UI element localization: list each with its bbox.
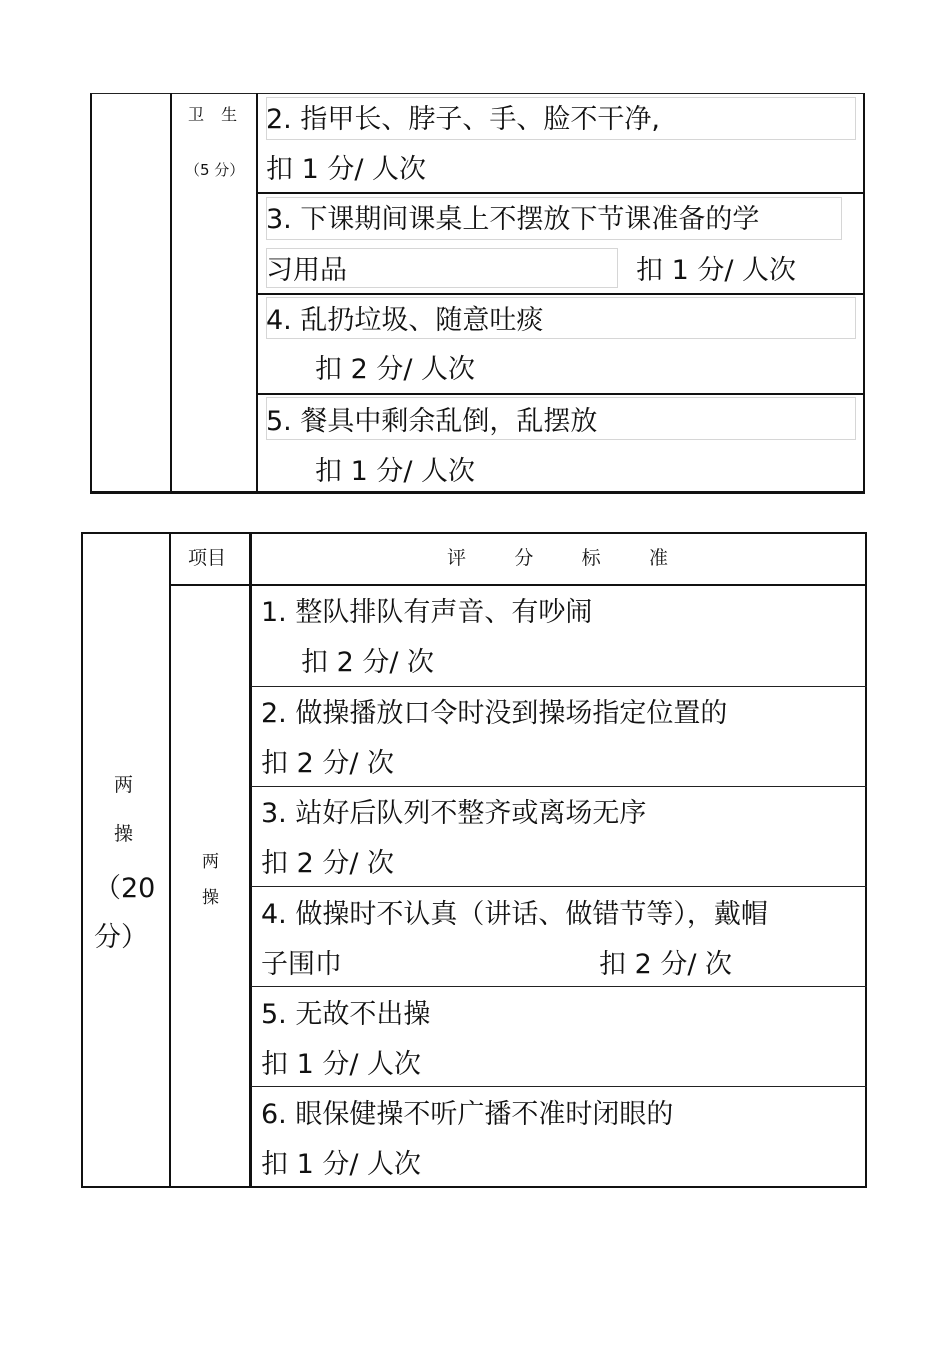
rule-item: 4. 做操时不认真（讲话、做错节等），戴帽 bbox=[261, 899, 768, 930]
rule-item: 5. 无故不出操 bbox=[261, 999, 431, 1030]
row-divider bbox=[251, 986, 867, 987]
category-char: 两 bbox=[114, 774, 134, 796]
row-divider bbox=[258, 192, 863, 194]
row-divider bbox=[251, 786, 867, 787]
rule-item: 6. 眼保健操不听广播不准时闭眼的 bbox=[261, 1099, 674, 1130]
rule-item: 3. 站好后队列不整齐或离场无序 bbox=[261, 798, 647, 829]
rule-deduction: 扣 2 分/ 次 bbox=[599, 949, 733, 980]
rule-deduction: 扣 1 分/ 人次 bbox=[261, 1049, 422, 1080]
category-char: 操 bbox=[114, 823, 134, 845]
rule-deduction: 扣 2 分/ 人次 bbox=[315, 354, 476, 385]
item-char: 两 bbox=[202, 852, 219, 872]
rule-deduction: 扣 2 分/ 次 bbox=[301, 647, 435, 678]
rule-item: 1. 整队排队有声音、有吵闹 bbox=[261, 597, 593, 628]
row-divider bbox=[251, 686, 867, 687]
rule-item: 3. 下课期间课桌上不摆放下节课准备的学 bbox=[266, 204, 760, 235]
rule-deduction: 扣 2 分/ 次 bbox=[261, 848, 395, 879]
category-points: （5 分） bbox=[185, 161, 245, 179]
hygiene-table bbox=[90, 93, 865, 496]
rule-deduction: 扣 2 分/ 次 bbox=[261, 748, 395, 779]
rule-deduction: 扣 1 分/ 人次 bbox=[636, 255, 797, 286]
rule-item-continued: 子围巾 bbox=[261, 949, 342, 980]
rule-deduction: 扣 1 分/ 人次 bbox=[266, 154, 427, 185]
rule-deduction: 扣 1 分/ 人次 bbox=[261, 1149, 422, 1180]
header-item: 项目 bbox=[188, 547, 227, 569]
rule-deduction: 扣 1 分/ 人次 bbox=[315, 456, 476, 487]
rule-item-continued: 习用品 bbox=[266, 255, 347, 286]
item-char: 操 bbox=[202, 888, 219, 908]
rule-item: 2. 做操播放口令时没到操场指定位置的 bbox=[261, 698, 728, 729]
header-divider bbox=[170, 584, 867, 586]
header-criteria: 评 分 标 准 bbox=[447, 547, 668, 569]
column-divider bbox=[249, 532, 252, 1188]
category-points: 分） bbox=[94, 922, 148, 953]
column-divider bbox=[170, 93, 172, 494]
row-divider bbox=[251, 1086, 867, 1087]
table-frame bbox=[81, 532, 867, 1188]
category-label: 卫 生 bbox=[188, 105, 244, 124]
row-divider bbox=[258, 293, 863, 295]
row-divider bbox=[258, 393, 863, 395]
exercise-table bbox=[81, 532, 867, 1188]
rule-item: 5. 餐具中剩余乱倒，乱摆放 bbox=[266, 406, 598, 437]
rule-item: 2. 指甲长、脖子、手、脸不干净, bbox=[266, 104, 660, 135]
rule-item: 4. 乱扔垃圾、随意吐痰 bbox=[266, 305, 544, 336]
category-points: （20 bbox=[94, 873, 156, 904]
row-divider bbox=[251, 886, 867, 887]
column-divider bbox=[169, 532, 171, 1188]
